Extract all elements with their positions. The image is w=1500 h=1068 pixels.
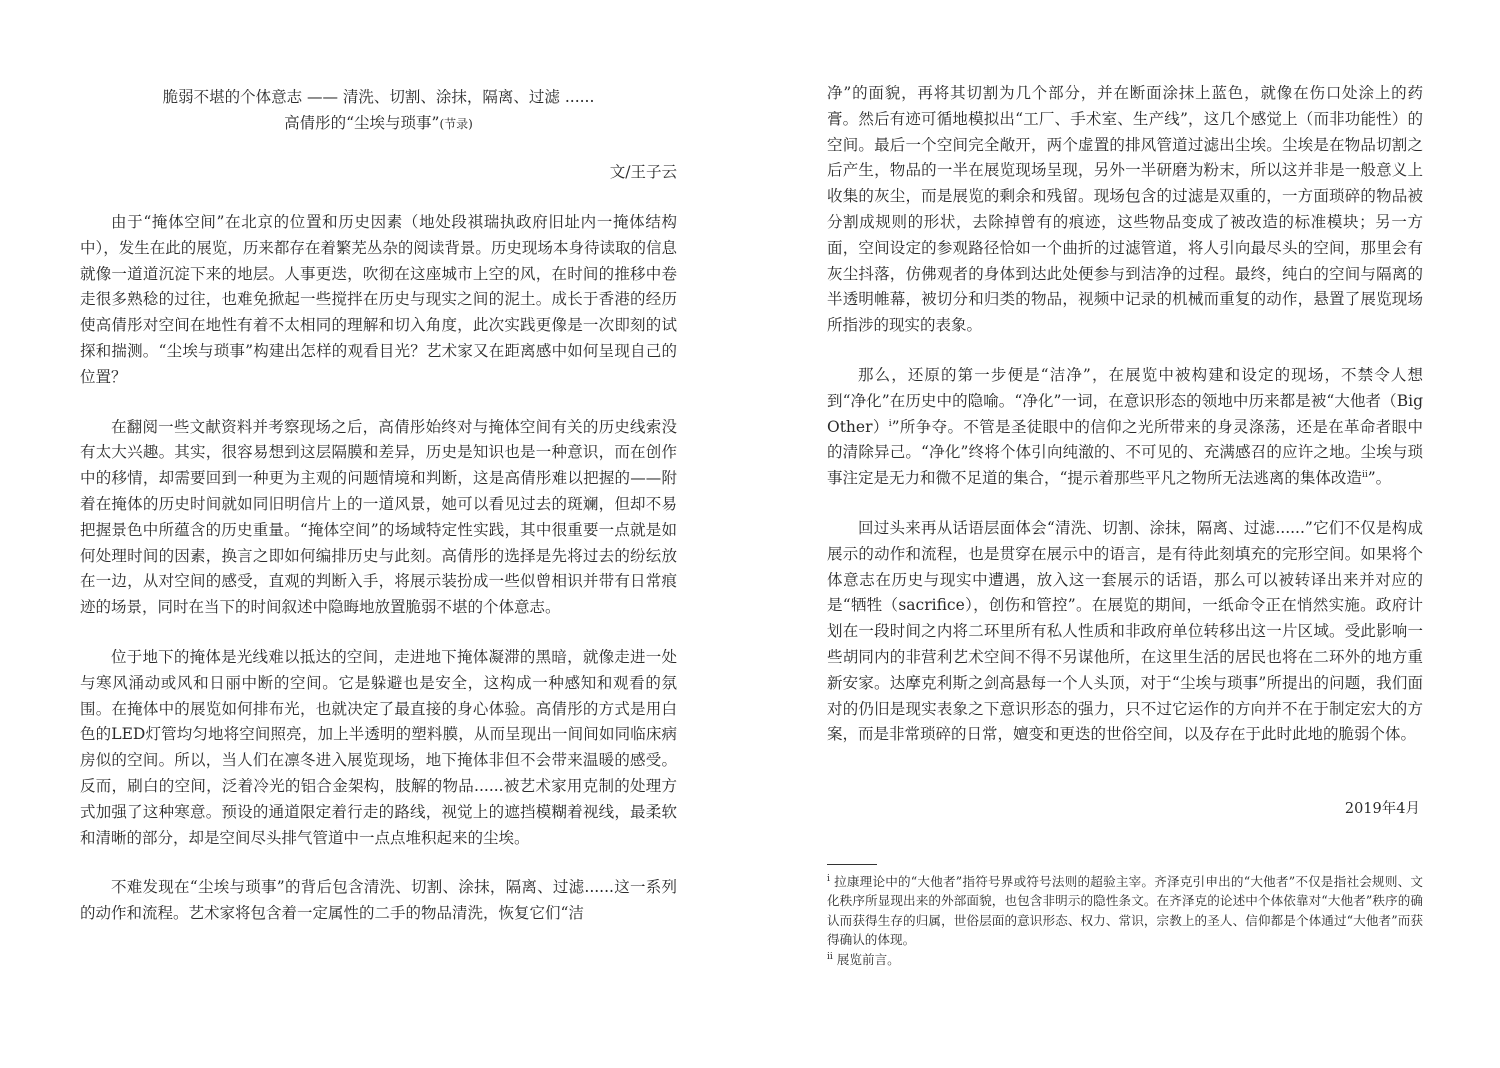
paragraph-7: 回过头来再从话语层面体会“清洗、切割、涂抹，隔离、过滤......”它们不仅是构成展示的动作和流程，也是贯穿在展示中的语言，是有待此刻填充的完形空间。如果将个体意志在历史与现实中遭遇，放入这一套展示的话语，那么可以被转译出来并对应的是“牺牲（sacrifice），创伤和管控”。在展览的期间，一纸命令正在悄然实施。政府计划在一段时间之内将二环里所有私人性质和非政府单位转移出这一片区域。受此影响一些胡同内的非营利艺术空间不得不另谋他所，在这里生活的居民也将在二环外的地方重新安家。达摩克利斯之剑高悬每一个人头顶，对于“尘埃与琐事”所提出的问题，我们面对的仍旧是现实表象之下意识形态的强力，只不过它运作的方向并不在于制定宏大的方案，而是非常琐碎的日常，嬗变和更迭的世俗空间，以及存在于此时此地的脆弱个体。 (827, 518, 1423, 744)
paragraph-6-part-c: ”。 (1367, 469, 1392, 488)
paragraph-3: 位于地下的掩体是光线难以抵达的空间，走进地下掩体凝滞的黑暗，就像走进一处与寒风涌动或风和日丽中断的空间。它是躲避也是安全，这构成一种感知和观看的氛围。在掩体中的展览如何排布光，也就决定了最直接的身心体验。高倩彤的方式是用白色的LED灯管均匀地将空间照亮，加上半透明的塑料膜，从而呈现出一间间如同临床病房似的空间。所以，当人们在凛冬进入展览现场，地下掩体非但不会带来温暖的感受。反而，刷白的空间，泛着冷光的铝合金架构，肢解的物品......被艺术家用克制的处理方式加强了这种寒意。预设的通道限定着行走的路线，视觉上的遮挡模糊着视线，最柔软和清晰的部分，却是空间尽头排气管道中一点点堆积起来的尘埃。 (80, 647, 677, 847)
paragraph-6 (827, 363, 1423, 492)
paragraph-5: 净”的面貌，再将其切割为几个部分，并在断面涂抹上蓝色，就像在伤口处涂上的药膏。然后有迹可循地模拟出“工厂、手术室、生产线”，这几个感觉上（而非功能性）的空间。最后一个空间完全敞开，两个虚置的排风管道过滤出尘埃。尘埃是在物品切割之后产生，物品的一半在展览现场呈现，另外一半研磨为粉末，所以这并非是一般意义上收集的灰尘，而是展览的剩余和残留。现场包含的过滤是双重的，一方面琐碎的物品被分割成规则的形状，去除掉曾有的痕迹，这些物品变成了被改造的标准模块；另一方面，空间设定的参观路径恰如一个曲折的过滤管道，将人引向最尽头的空间，那里会有灰尘抖落，仿佛观者的身体到达此处便参与到洁净的过程。最终，纯白的空间与隔离的半透明帷幕，被切分和归类的物品，视频中记录的机械而重复的动作，悬置了展览现场所指涉的现实的表象。 (827, 84, 1423, 335)
paragraph-6-part-a: 那么，还原的第一步便是“洁净”，在展览中被构建和设定的现场，不禁令人想到“净化”在历史中的隐喻。“净化”一词，在意识形态的领地中历来都是被“大他者（Big Other） (827, 365, 1423, 436)
title-main: 高倩彤的“尘埃与琐事” (284, 114, 440, 132)
footnote-2-mark: ii (827, 951, 833, 962)
title-line-2 (80, 110, 677, 137)
title-line-1: 脆弱不堪的个体意志 —— 清洗、切割、涂抹，隔离、过滤 ...... (162, 88, 595, 106)
right-page (750, 0, 1500, 1068)
paragraph-6-part-b: ”所争夺。不管是圣徒眼中的信仰之光所带来的身灵涤荡，还是在革命者眼中的清除异己。“净化”终将个体引向纯澈的、不可见的、充满感召的应许之地。尘埃与琐事注定是无力和微不足道的集合，“提示着那些平凡之物所无法逃离的集体改造 (827, 417, 1423, 488)
footnote-2-text: 展览前言。 (836, 951, 900, 967)
footnote-2 (827, 950, 1423, 969)
footnote-ref-i: i (888, 418, 892, 429)
paragraph-1: 由于“掩体空间”在北京的位置和历史因素（地处段祺瑞执政府旧址内一掩体结构中），发生在此的展览，历来都存在着繁芜丛杂的阅读背景。历史现场本身待读取的信息就像一道道沉淀下来的地层。人事更迭，吹彻在这座城市上空的风，在时间的推移中卷走很多熟稔的过往，也难免掀起一些搅拌在历史与现实之间的泥土。成长于香港的经历使高倩彤对空间在地性有着不太相同的理解和切入角度，此次实践更像是一次即刻的试探和揣测。“尘埃与琐事”构建出怎样的观看目光？艺术家又在距离感中如何呈现自己的位置？ (80, 213, 677, 386)
footnote-1-mark: i (827, 873, 830, 884)
footnote-ref-ii: ii (1361, 470, 1368, 480)
footnote-divider (827, 864, 877, 865)
footnotes (827, 872, 1423, 969)
author-byline: 文/王子云 (609, 163, 677, 181)
paragraph-2: 在翻阅一些文献资料并考察现场之后，高倩彤始终对与掩体空间有关的历史线索没有太大兴趣。其实，很容易想到这层隔膜和差异，历史是知识也是一种意识，而在创作中的移情，却需要回到一种更为主观的问题情境和判断，这是高倩彤难以把握的——附着在掩体的历史时间就如同旧明信片上的一道风景，她可以看见过去的斑斓，但却不易把握景色中所蕴含的历史重量。“掩体空间”的场域特定性实践，其中很重要一点就是如何处理时间的因素，换言之即如何编排历史与此刻。高倩彤的选择是先将过去的纷纭放在一边，从对空间的感受，直观的判断入手，将展示装扮成一些似曾相识并带有日常痕迹的场景，同时在当下的时间叙述中隐晦地放置脆弱不堪的个体意志。 (80, 417, 677, 617)
essay-date: 2019年4月 (1344, 801, 1420, 817)
footnote-1 (827, 872, 1423, 950)
essay-title (80, 84, 677, 137)
footnote-1-text: 拉康理论中的“大他者”指符号界或符号法则的超验主宰。齐泽克引申出的“大他者”不仅是指社会规则、文化秩序所显现出来的外部面貌，也包含非明示的隐性条文。在齐泽克的论述中个体依靠对“大他者”秩序的确认而获得生存的归属，世俗层面的意识形态、权力、常识，宗教上的圣人、信仰都是个体通过“大他者”而获得确认的体现。 (827, 874, 1423, 948)
title-note: (节录) (439, 117, 473, 131)
paragraph-4: 不难发现在“尘埃与琐事”的背后包含清洗、切割、涂抹，隔离、过滤......这一系列的动作和流程。艺术家将包含着一定属性的二手的物品清洗，恢复它们“洁 (80, 878, 677, 923)
left-column (80, 210, 677, 927)
right-column (827, 81, 1423, 748)
